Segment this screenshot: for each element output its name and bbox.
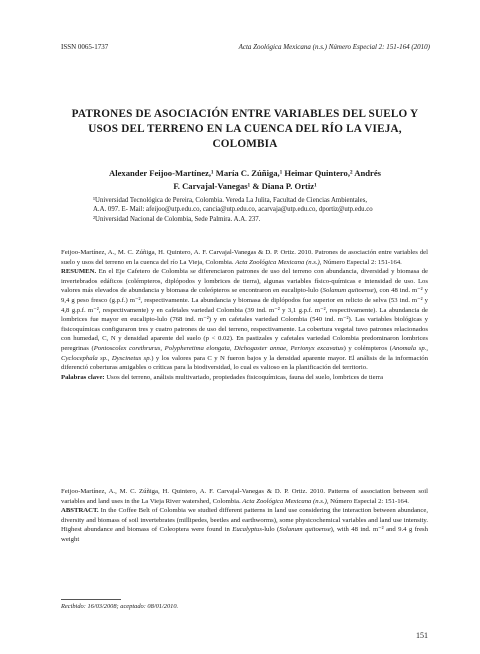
issn: ISSN 0065-1737: [61, 43, 109, 51]
spanish-abstract-block: [61, 248, 428, 382]
journal-reference: Acta Zoológica Mexicana (n.s.) Número Especial 2: 151-164 (2010): [238, 43, 430, 51]
resumen-species-3: Anomala sp., Cyclocephala sp., Dyscinetus sp.: [61, 344, 429, 362]
abstract-text-b: -lulo (: [261, 526, 280, 534]
resumen-species-2: Pontoscolex corethrurus, Polypheretima elongata, Dichogaster annae, Perionyx excavatus: [93, 344, 344, 352]
resumen-text-c: ) y colémpteros (: [343, 344, 392, 352]
abstract-species-2: Solanum quitoense: [279, 526, 331, 534]
resumen-text-a: En el Eje Cafetero de Colombia se diferenciaron patrones de uso del terreno con abundancia, diversidad y biomasa de invertebrados edáficos (colémpteros, diplópodos y lombrices de tierra), algunas variables físico-químicas e intensidad de uso. Los valores más elevados de abundancia y biomasa de coleópteros se encontraron en eucalipto-lulo (: [61, 268, 428, 295]
resumen-label: RESUMEN.: [61, 268, 97, 276]
abstract-label: ABSTRACT.: [61, 507, 99, 515]
citation-pages: , Número Especial 2: 151-164.: [319, 258, 402, 266]
keywords-paragraph: [61, 373, 428, 383]
citation-journal: Acta Zoológica Mexicana (n.s.): [242, 497, 327, 505]
author-list: [62, 167, 428, 193]
received-dates: Recibido: 16/03/2008; aceptado: 08/01/2010.: [61, 603, 179, 610]
running-header: [61, 43, 430, 55]
resumen-text-b: ), con 48 ind. m⁻² y 9,4 g peso fresco (g.p.f.) m⁻², respectivamente. La abundancia y biomasa de diplópodos fue superior en relicto de selva (53 ind. m⁻² y 4,8 g.p.f. m⁻², respectivamente) y en cafetales variedad Colombia (39 ind. m⁻² y 3,1 g.p.f. m⁻², respectivamente). La abundancia de lombrices fue mayor en eucalipto-lulo (768 ind. m⁻²) y en cafetales variedad Colombia (540 ind. m⁻²). Las variables biológicas y fisicoquímicas configuraron tres y cuatro patrones de uso del terreno, respectivamente. La cobertura vegetal tuvo patrones relacionados con humedad, C, N y densidad aparente del suelo (p < 0.02). En pastizales y cafetales variedad Colombia predominaron lombrices peregrinas (: [61, 287, 428, 352]
citation-pages: , Número Especial 2: 151-164.: [326, 497, 409, 505]
english-citation: [61, 487, 428, 506]
resumen-text-d: ) y los valores para C y N fueron bajos y la densidad aparente mayor. El análisis de la información diferenció coberturas amigables o críticas para la biodiversidad, lo cual es valioso en la planificación del territorio.: [61, 354, 428, 372]
spanish-citation: [61, 248, 428, 267]
abstract-text-c: ), with 48 ind. m⁻² and 9.4 g fresh weight: [61, 526, 428, 543]
paper-title: PATRONES DE ASOCIACIÓN ENTRE VARIABLES DEL SUELO Y USOS DEL TERRENO EN LA CUENCA DEL RÍO LA VIEJA, COLOMBIA: [71, 108, 419, 150]
page-number: 151: [416, 631, 428, 640]
citation-text: Feijoo-Martínez, A., M. C. Zúñiga, H. Quintero, A. F. Carvajal-Vanegas & D. P. Ortiz. 2010. Patterns of association between soil variables and land uses in the La Vieja River watershed, Colombia.: [61, 488, 428, 505]
resumen-species-1: Solanum quitoense: [322, 287, 374, 295]
affiliation-1-line-1: ¹Universidad Tecnológica de Pereira, Colombia. Vereda La Julita, Facultad de Ciencias Ambientales,: [93, 197, 368, 204]
affiliation-2: ²Universidad Nacional de Colombia, Sede Palmira. A.A. 237.: [93, 215, 261, 223]
abstract-species-1: Eucalyptus: [232, 526, 262, 534]
keywords-text: Usos del terreno, análisis multivariado, propiedades fisicoquímicas, fauna del suelo, lombrices de tierra: [104, 373, 384, 381]
abstract-paragraph: [61, 506, 428, 544]
citation-text: Feijoo-Martínez, A., M. C. Zúñiga, H. Quintero, A. F. Carvajal-Vanegas & D. P. Ortiz. 2010. Patrones de asociación entre variables del suelo y usos del terreno en la cuenca del río La Vieja, Colombia.: [61, 249, 428, 266]
affiliation-1-line-2: A.A. 097. E- Mail: afeijoo@utp.edu.co, cancia@utp.edu.co, acarvaja@utp.edu.co, dportiz@utp.edu.co: [93, 206, 373, 214]
affiliations: [93, 196, 402, 224]
author-line-1: Alexander Feijoo-Martínez,¹ María C. Zúñiga,¹ Heimar Quintero,² Andrés: [109, 168, 381, 178]
keywords-label: Palabras clave:: [61, 373, 105, 381]
abstract-text-a: In the Coffee Belt of Colombia we studied different patterns in land use considering the interaction between abundance, diversity and biomass of soil invertebrates (millipedes, beetles and earthworms), some physicochemical variables and land use intensity. Highest abundance and biomass of Coleoptera were found in: [61, 507, 428, 534]
footnote-rule: [61, 599, 121, 600]
citation-journal: Acta Zoológica Mexicana (n.s.): [235, 258, 320, 266]
author-line-2: F. Carvajal-Vanegas¹ & Diana P. Ortiz¹: [173, 181, 317, 191]
resumen-paragraph: [61, 267, 428, 373]
english-abstract-block: [61, 487, 428, 545]
